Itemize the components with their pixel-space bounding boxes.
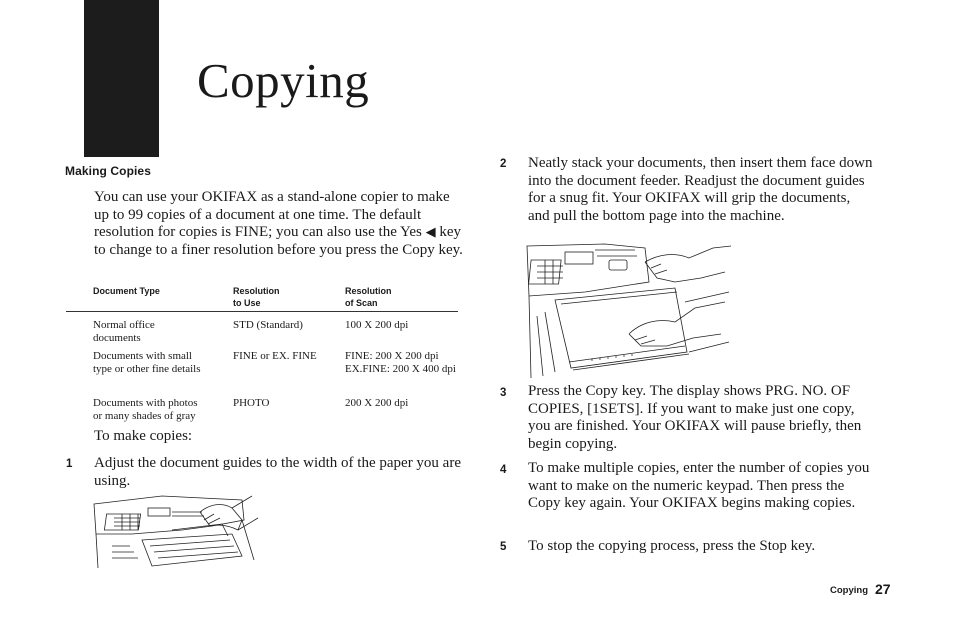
footer-chapter-label: Copying bbox=[830, 585, 868, 596]
step-text: Press the Copy key. The display shows PRG. NO. OF COPIES, [1SETS]. If you want to make just one copy, you are finished. Your OKIFAX will pause briefly, then begin copying. bbox=[528, 383, 862, 452]
table-cell-use: FINE or EX. FINE bbox=[233, 350, 317, 362]
page-number: 27 bbox=[875, 581, 891, 597]
cell-line: Documents with small bbox=[93, 350, 192, 362]
table-cell-use: PHOTO bbox=[233, 397, 270, 409]
table-cell-scan bbox=[345, 397, 408, 410]
cell-line: EX.FINE: 200 X 400 dpi bbox=[345, 362, 456, 375]
step-text: Adjust the document guides to the width of the paper you are using. bbox=[94, 455, 461, 489]
table-cell-type bbox=[93, 350, 201, 375]
cell-line: FINE: 200 X 200 dpi bbox=[345, 350, 439, 362]
cell-line: Normal office bbox=[93, 319, 155, 331]
col-header-line: of Scan bbox=[345, 298, 378, 308]
col-header-line: to Use bbox=[233, 298, 261, 308]
step-number: 1 bbox=[66, 458, 73, 470]
step-number: 4 bbox=[500, 464, 507, 476]
table-cell-scan bbox=[345, 319, 408, 332]
table-cell-scan bbox=[345, 350, 456, 375]
col-header-resolution-scan bbox=[345, 285, 392, 309]
col-header-line: Resolution bbox=[345, 286, 392, 296]
cell-line: type or other fine details bbox=[93, 362, 201, 375]
fax-guide-illustration bbox=[92, 490, 260, 570]
cell-line: documents bbox=[93, 331, 141, 344]
page-title: Copying bbox=[197, 53, 370, 108]
cell-line: 200 X 200 dpi bbox=[345, 397, 409, 409]
chapter-tab-block bbox=[84, 0, 159, 157]
table-cell-type bbox=[93, 397, 198, 422]
table-cell-type bbox=[93, 319, 155, 344]
step-number: 5 bbox=[500, 541, 507, 553]
col-header-line: Document Type bbox=[93, 286, 160, 296]
step-number: 3 bbox=[500, 387, 507, 399]
fax-feeder-illustration bbox=[525, 242, 735, 380]
section-heading: Making Copies bbox=[65, 164, 151, 178]
intro-text-start: You can use your OKIFAX as a stand-alone copier to make up to 99 copies of a document at one time. The default resolution for copies is FINE; you can also use the Yes bbox=[94, 189, 450, 240]
step-number: 2 bbox=[500, 158, 507, 170]
cell-line: Documents with photos bbox=[93, 397, 198, 409]
cell-line: or many shades of gray bbox=[93, 409, 196, 422]
to-make-copies-text: To make copies: bbox=[94, 428, 193, 444]
col-header-resolution-use bbox=[233, 285, 280, 309]
intro-text-end: key to change to a finer resolution before you press the Copy key. bbox=[94, 224, 463, 258]
cell-line: 100 X 200 dpi bbox=[345, 319, 409, 331]
col-header-document-type bbox=[93, 285, 160, 297]
table-cell-use: STD (Standard) bbox=[233, 319, 303, 331]
yes-key-arrow-icon: ◀ bbox=[425, 225, 436, 240]
col-header-line: Resolution bbox=[233, 286, 280, 296]
table-header-rule bbox=[66, 311, 458, 312]
step-text: To make multiple copies, enter the number of copies you want to make on the numeric keypad. Then press the Copy key again. Your OKIFAX begins making copies. bbox=[528, 460, 870, 511]
step-text: To stop the copying process, press the Stop key. bbox=[528, 538, 816, 554]
step-text: Neatly stack your documents, then insert them face down into the document feeder. Readjust the document guides for a snug fit. Your OKIFAX will grip the documents, and pull the bottom page into the machine. bbox=[528, 155, 873, 224]
intro-paragraph bbox=[94, 189, 464, 259]
